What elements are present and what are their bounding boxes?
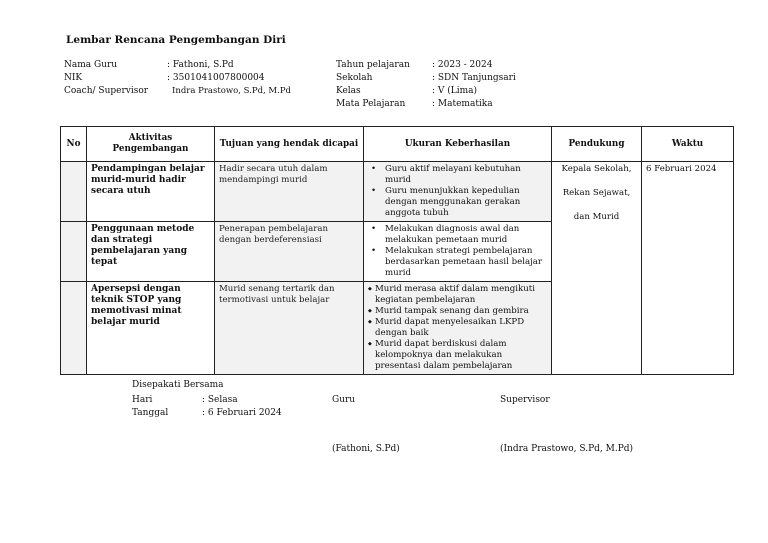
info-label-tahun: Tahun pelajaran	[336, 60, 410, 70]
row-no	[61, 282, 87, 375]
document-title: Lembar Rencana Pengembangan Diri	[66, 34, 286, 46]
info-label-nama-guru: Nama Guru	[64, 60, 118, 70]
day-label: Hari	[132, 395, 153, 405]
info-value-tahun: : 2023 - 2024	[432, 60, 493, 70]
measure-item: ◆ Murid tampak senang dan gembira	[368, 306, 547, 317]
header-waktu: Waktu	[642, 127, 734, 162]
info-value-mapel: : Matematika	[432, 99, 493, 109]
row-activity: Pendampingan belajar murid-murid hadir secara utuh	[87, 162, 215, 222]
table-header-row	[61, 127, 734, 162]
info-value-kelas: : V (Lima)	[432, 86, 478, 96]
info-value-sekolah: : SDN Tanjungsari	[432, 73, 516, 83]
info-label-sekolah: Sekolah	[336, 73, 373, 83]
header-tujuan: Tujuan yang hendak dicapai	[215, 127, 364, 162]
measure-item: • Guru aktif melayani kebutuhan murid	[368, 164, 547, 186]
row-goal: Hadir secara utuh dalam mendampingi murid	[215, 162, 364, 222]
info-right-values	[432, 59, 516, 111]
support-item: dan Murid	[573, 212, 620, 222]
measure-item: ◆ Murid dapat berdiskusi dalam kelompoknya dan melakukan presentasi dalam pembelajaran	[368, 339, 547, 372]
info-value-nama-guru: : Fathoni, S.Pd	[167, 60, 234, 70]
row-measures	[364, 162, 552, 222]
row-activity: Apersepsi dengan teknik STOP yang memotivasi minat belajar murid	[87, 282, 215, 375]
row-activity: Penggunaan metode dan strategi pembelajaran yang tepat	[87, 222, 215, 282]
header-aktivitas: Aktivitas Pengembangan	[87, 127, 215, 162]
info-label-nik: NIK	[64, 73, 83, 83]
support-cell	[552, 162, 642, 375]
info-right-labels	[336, 59, 410, 111]
info-label-kelas: Kelas	[336, 86, 361, 96]
measure-item: • Melakukan strategi pembelajaran berdasarkan pemetaan hasil belajar murid	[368, 246, 547, 279]
guru-name: (Fathoni, S.Pd)	[332, 444, 400, 454]
row-no	[61, 162, 87, 222]
date-label: Tanggal	[132, 408, 169, 418]
header-ukuran: Ukuran Keberhasilan	[364, 127, 552, 162]
day-value: : Selasa	[202, 395, 238, 405]
header-no: No	[61, 127, 87, 162]
development-plan-table	[60, 126, 734, 375]
info-left-values	[167, 59, 291, 98]
info-value-nik: : 3501041007800004	[167, 73, 265, 83]
row-measures	[364, 222, 552, 282]
supervisor-name: (Indra Prastowo, S.Pd, M.Pd)	[500, 444, 634, 454]
measure-item: ◆ Murid dapat menyelesaikan LKPD dengan baik	[368, 317, 547, 339]
info-value-coach: Indra Prastowo, S.Pd, M.Pd	[172, 86, 291, 96]
time-cell: 6 Februari 2024	[642, 162, 734, 375]
row-goal: Penerapan pembelajaran dengan berdeferensiasi	[215, 222, 364, 282]
measure-item: • Melakukan diagnosis awal dan melakukan pemetaan murid	[368, 224, 547, 246]
support-item: Kepala Sekolah,	[561, 164, 632, 174]
guru-signature-label: Guru	[332, 395, 356, 405]
agreed-label: Disepakati Bersama	[132, 380, 224, 390]
info-left-labels	[64, 59, 148, 98]
info-label-mapel: Mata Pelajaran	[336, 99, 406, 109]
info-label-coach: Coach/ Supervisor	[64, 86, 149, 96]
table-row	[61, 162, 734, 222]
row-no	[61, 222, 87, 282]
date-value: : 6 Februari 2024	[202, 408, 282, 418]
supervisor-signature-label: Supervisor	[500, 395, 550, 405]
measure-item: ◆ Murid merasa aktif dalam mengikuti kegiatan pembelajaran	[368, 284, 547, 306]
measure-item: • Guru menunjukkan kepedulian dengan menggunakan gerakan anggota tubuh	[368, 186, 547, 219]
header-pendukung: Pendukung	[552, 127, 642, 162]
support-item: Rekan Sejawat,	[562, 188, 631, 198]
row-goal: Murid senang tertarik dan termotivasi untuk belajar	[215, 282, 364, 375]
row-measures	[364, 282, 552, 375]
